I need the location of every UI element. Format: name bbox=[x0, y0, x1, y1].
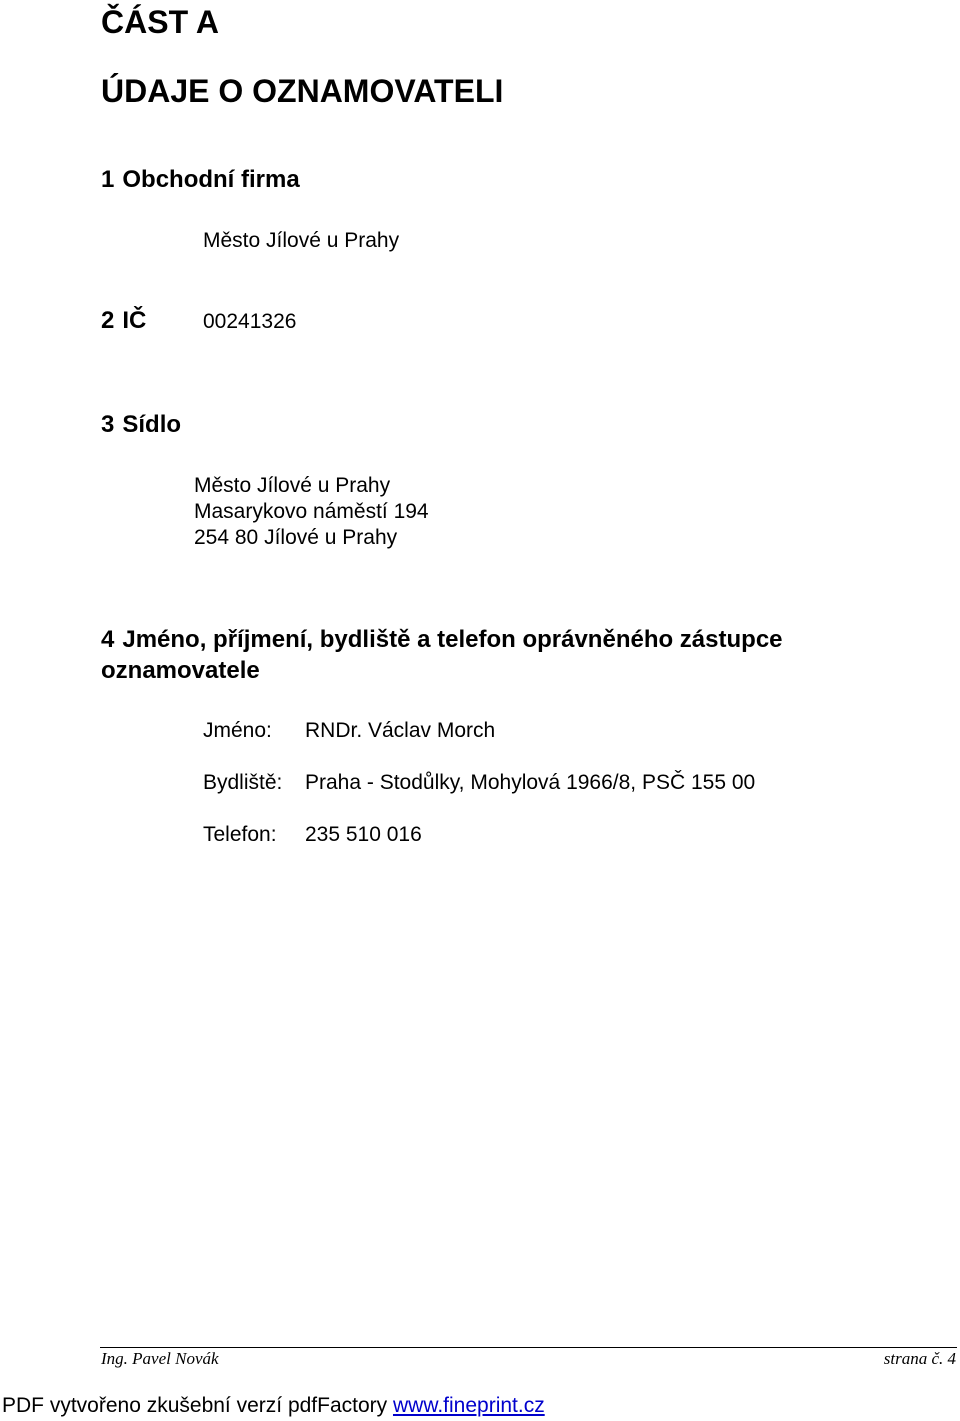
name-value: RNDr. Václav Morch bbox=[305, 719, 496, 742]
item-4-title-line2: oznamovatele bbox=[101, 657, 260, 684]
footer-divider bbox=[100, 1347, 957, 1348]
residence-value: Praha - Stodůlky, Mohylová 1966/8, PSČ 155 00 bbox=[305, 771, 756, 794]
item-2-heading bbox=[101, 306, 146, 336]
address-line-1: Město Jílové u Prahy bbox=[194, 474, 391, 497]
footer-author: Ing. Pavel Novák bbox=[101, 1349, 219, 1368]
name-label: Jméno: bbox=[203, 719, 272, 742]
item-4-title-line1: Jméno, příjmení, bydliště a telefon oprávněného zástupce bbox=[122, 626, 783, 653]
address-line-3: 254 80 Jílové u Prahy bbox=[194, 526, 398, 549]
item-1-heading bbox=[101, 165, 300, 195]
address-line-2: Masarykovo náměstí 194 bbox=[194, 500, 429, 523]
item-3-number: 3 bbox=[101, 411, 115, 438]
item-2-number: 2 bbox=[101, 307, 115, 334]
section-title: ÚDAJE O OZNAMOVATELI bbox=[101, 73, 504, 109]
item-1-title: Obchodní firma bbox=[122, 166, 300, 193]
item-4-heading bbox=[101, 625, 783, 655]
item-2-title: IČ bbox=[122, 307, 147, 334]
footer-page-number: strana č. 4 bbox=[883, 1349, 956, 1368]
address-block bbox=[194, 473, 429, 551]
company-name: Město Jílové u Prahy bbox=[203, 229, 400, 252]
item-3-title: Sídlo bbox=[122, 411, 182, 438]
item-3-heading bbox=[101, 410, 181, 440]
pdf-note-text: PDF vytvořeno zkušební verzí pdfFactory bbox=[2, 1394, 393, 1417]
ic-value: 00241326 bbox=[203, 310, 297, 333]
pdf-note bbox=[2, 1393, 545, 1419]
phone-value: 235 510 016 bbox=[305, 823, 422, 846]
item-4-number: 4 bbox=[101, 626, 115, 653]
item-1-number: 1 bbox=[101, 166, 115, 193]
residence-label: Bydliště: bbox=[203, 771, 283, 794]
fineprint-link[interactable]: www.fineprint.cz bbox=[392, 1394, 545, 1417]
phone-label: Telefon: bbox=[203, 823, 277, 846]
part-title: ČÁST A bbox=[101, 4, 219, 40]
